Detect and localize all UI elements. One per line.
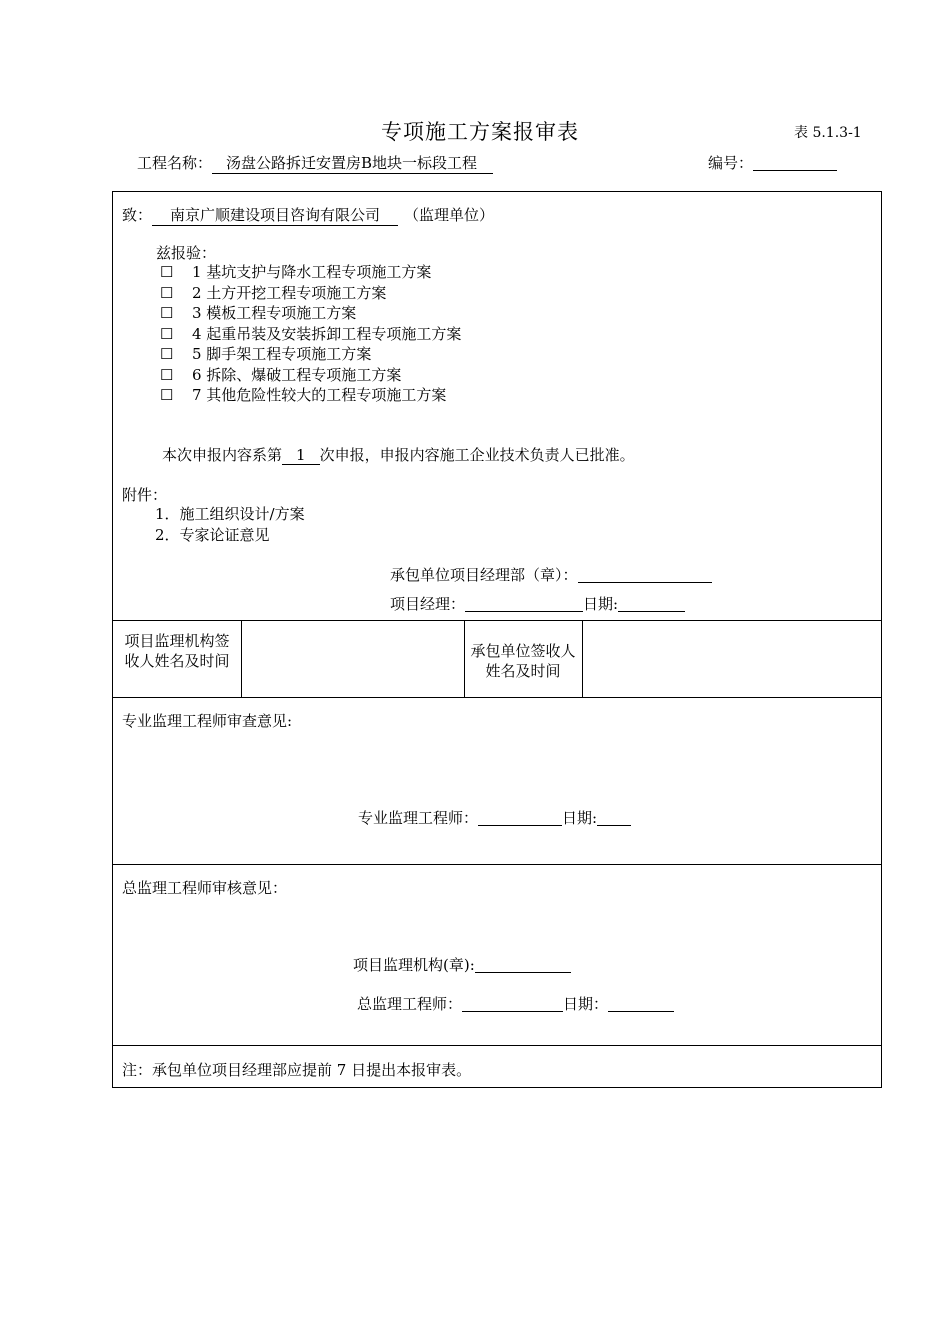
contractor-receipt-label: 承包单位签收人姓名及时间 [470,642,576,680]
contractor-dept-field[interactable] [578,566,712,583]
list-item-label: 5 脚手架工程专项施工方案 [192,345,372,363]
list-item [160,282,386,303]
footnote: 注：承包单位项目经理部应提前 7 日提出本报审表。 [122,1061,472,1079]
list-item [160,384,446,405]
supervision-receipt-label: 项目监理机构签收人姓名及时间 [124,632,230,670]
addressee-prefix: 致： [122,206,153,224]
supervision-org-label: 项目监理机构(章): [353,956,475,974]
checkbox[interactable]: ☐ [160,386,174,404]
chief-date-field[interactable] [608,995,674,1012]
divider [112,697,882,698]
checkbox[interactable]: ☐ [160,304,174,322]
engineer-sign-row [358,807,631,828]
checkbox[interactable]: ☐ [160,284,174,302]
engineer-sign-label: 专业监理工程师： [358,809,479,827]
addressee-suffix: （监理单位） [404,206,495,224]
contractor-dept-label: 承包单位项目经理部（章）： [390,566,578,584]
list-item-label: 7 其他危险性较大的工程专项施工方案 [192,386,447,404]
chief-sign-label: 总监理工程师： [357,995,463,1013]
supervision-org-field[interactable] [475,956,571,973]
serial-number-field[interactable] [753,154,837,171]
contractor-dept-row [390,564,712,585]
list-item [160,261,431,282]
submission-intro: 兹报验： [156,244,217,262]
statement-suffix: 次申报，申报内容施工企业技术负责人已批准。 [319,446,635,464]
serial-row [708,152,837,173]
list-item-label: 1 基坑支护与降水工程专项施工方案 [192,263,432,281]
engineer-date-field[interactable] [597,809,631,826]
manager-field[interactable] [465,595,583,612]
divider [112,1045,882,1046]
divider [112,864,882,865]
project-name-row [137,152,493,174]
project-label: 工程名称： [137,154,213,172]
serial-label: 编号： [708,154,754,172]
chief-review-label: 总监理工程师审核意见： [122,879,288,897]
statement-prefix: 本次申报内容系第 [162,446,283,464]
manager-row [390,593,685,614]
divider [464,620,465,697]
list-item [160,302,356,323]
engineer-review-label: 专业监理工程师审查意见: [122,712,293,730]
addressee-row [122,204,494,226]
checkbox[interactable]: ☐ [160,263,174,281]
list-item [160,364,401,385]
engineer-sign-field[interactable] [478,809,562,826]
attachment-item: 2．专家论证意见 [155,526,270,544]
checkbox[interactable]: ☐ [160,366,174,384]
list-item-label: 4 起重吊装及安装拆卸工程专项施工方案 [192,325,462,343]
manager-date-field[interactable] [618,595,685,612]
addressee-company: 南京广顺建设项目咨询有限公司 [152,204,398,226]
submission-statement [162,444,635,465]
chief-date-label: 日期： [563,995,609,1013]
manager-label: 项目经理： [390,595,466,613]
checkbox[interactable]: ☐ [160,345,174,363]
checkbox[interactable]: ☐ [160,325,174,343]
page-title: 专项施工方案报审表 [381,120,579,144]
chief-sign-field[interactable] [462,995,563,1012]
attachments-label: 附件： [122,486,168,504]
list-item-label: 3 模板工程专项施工方案 [192,304,357,322]
submission-count-field[interactable]: 1 [282,446,320,465]
supervision-receipt-field[interactable] [242,621,464,697]
manager-date-label: 日期: [583,595,619,613]
list-item-label: 2 土方开挖工程专项施工方案 [192,284,387,302]
attachment-item: 1．施工组织设计/方案 [155,505,305,523]
list-item [160,323,461,344]
project-name-field[interactable]: 汤盘公路拆迁安置房B地块一标段工程 [212,152,493,174]
contractor-receipt-field[interactable] [583,621,881,697]
chief-sign-row [357,993,674,1014]
supervision-org-row [353,954,571,975]
list-item-label: 6 拆除、爆破工程专项施工方案 [192,366,402,384]
engineer-date-label: 日期: [562,809,598,827]
form-number: 表 5.1.3-1 [794,125,862,141]
list-item [160,343,371,364]
